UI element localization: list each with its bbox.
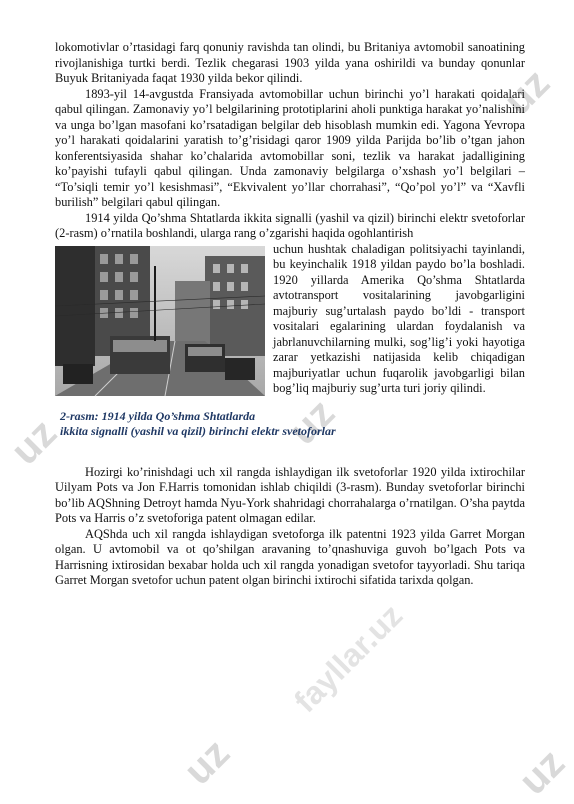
document-body (55, 40, 525, 589)
caption-line-2: ikkita signalli (yashil va qizil) birinchi elektr svetoforlar (60, 423, 336, 438)
caption-line-1: 2-rasm: 1914 yilda Qo’shma Shtatlarda (60, 408, 256, 423)
street-photo-figure (55, 246, 265, 396)
watermark: uz (280, 390, 344, 454)
watermark: uz (495, 60, 559, 124)
paragraph-4: Hozirgi ko’rinishdagi uch xil rangda ishlaydigan ilk svetoforlar 1920 yilda ixtirochilar Uilyam Pots va Jon F.Harris tomonidan ishlab chiqildi (3-rasm). Bunday svetoforlar birinchi bo’lib AQShning Detroyt hamda Nyu-York shahridagi chorrahalarga o’rnatilgan. O’sha paytda Pots va Harris o’z svetoforiga patent olmagan edilar. (55, 464, 525, 525)
watermark: uz (2, 410, 66, 474)
paragraph-3-intro: 1914 yilda Qo’shma Shtatlarda ikkita signalli (yashil va qizil) birinchi elektr svetoforlar (2-rasm) o’rnatila boshlandi, ularga rang o’zgarishi haqida ogohlantirish (55, 210, 525, 240)
paragraph-1: lokomotivlar o’rtasidagi farq qonuniy ravishda tan olindi, bu Britaniya avtomobil sanoatining rivojlanishiga turtki berdi. Tezlik chegarasi 1903 yilda yana oshirildi va bunday qonunlar Buyuk Britaniyada faqat 1930 yilda bekor qilindi. (55, 40, 525, 85)
figure-caption (60, 409, 525, 439)
watermark: uz (175, 730, 239, 794)
paragraph-2: 1893-yil 14-avgustda Fransiyada avtomobillar uchun birinchi yo’l harakati qoidalari qabul qilingan. Zamonaviy yo’l belgilarining prototiplarini aholi punktiga harakat yo’nalishini va unga bo’lgan masofani ko’rsatadigan belgilar deb hisoblash mumkin edi. Yagona Yevropa yo’l harakati qoidalarini yaratish to’g’risidagi qaror 1909 yilda Parijda bo’lib o’tgan jahon konferentsiyasida shahar ko’chalarida avtomobillar soni, tezlik va harakat jadalligining ko’payishi tufayli qabul qilingan. Unda zamonaviy belgilarga o’xshash yo’l belgilari – “To’siqli temir yo’l kesishmasi”, “Ekvivalent yo’llar chorrahasi”, “Qo’pol yo’l” va “Xavfli burilish” belgilari qabul qilingan. (55, 86, 525, 209)
paragraph-5: AQShda uch xil rangda ishlaydigan svetoforga ilk patentni 1923 yilda Garret Morgan olgan. U avtomobil va ot qo’shilgan aravaning to’qnashuviga guvoh bo’lgach Pots va Harrisning ixtirosidan bexabar holda uch xil rangda yonadigan svetofor tayyorladi. Shu tariqa Garret Morgan svetofor uchun patent olgan birinchi ixtirochi sifatida tarixda qolgan. (55, 526, 525, 587)
paragraph-3-wrap: uchun hushtak chaladigan politsiyachi tayinlandi, bu keyinchalik 1918 yildan paydo bo’la boshladi. 1920 yillarda Amerika Qo’shma Shtatlarda avtotransport vositalarining javobgarligini majburiy sug’urtalash paydo bo’ldi - transport vositalari egalarining ulardan foydalanish va jabrlanuvchilarning mulki, sog’lig’i yoki hayotiga zarar yetkazishi natijasida kelib chiqadigan majburiyatlar uchun fuqarolik javobgarligi bilan bog’liq majburiy sug’urta turi joriy qilindi. (273, 241, 525, 395)
street-photo (55, 246, 265, 396)
watermark: uz (510, 740, 574, 804)
watermark: fayllar.uz (286, 596, 410, 720)
